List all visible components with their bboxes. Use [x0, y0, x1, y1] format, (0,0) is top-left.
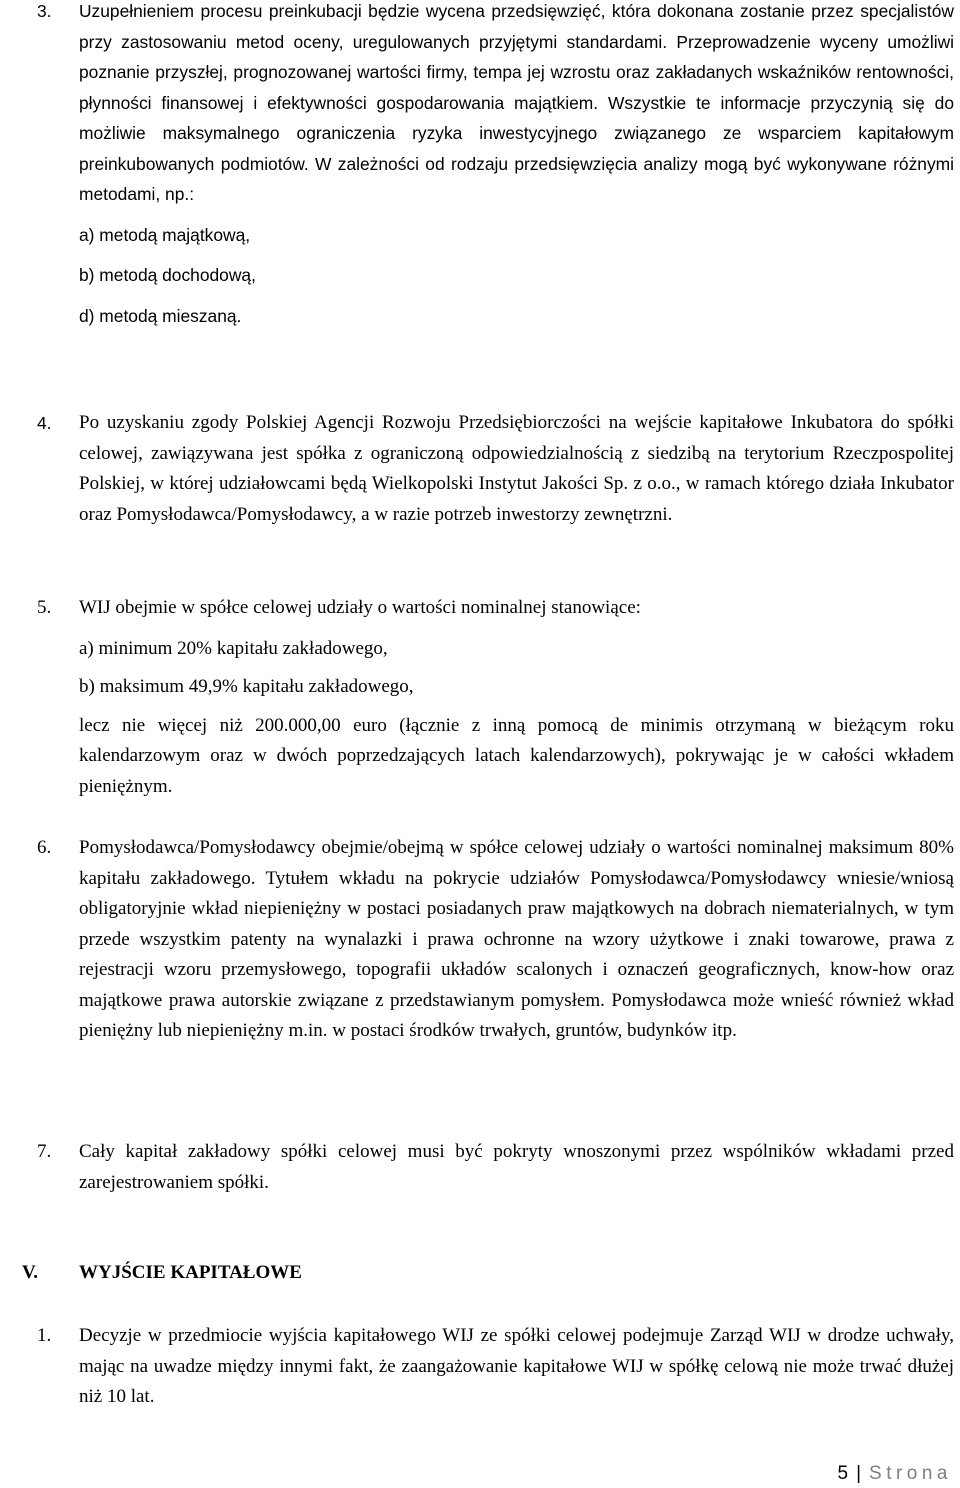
- sub-item-a: a) metodą majątkową,: [79, 224, 251, 245]
- item-number: 7.: [37, 1141, 52, 1162]
- section-number: V.: [22, 1262, 39, 1283]
- sub-item-d: d) metodą mieszaną.: [79, 305, 242, 326]
- section-heading: [0, 1258, 956, 1289]
- section-list-item-1: [0, 1321, 956, 1413]
- list-item-3: [0, 0, 956, 331]
- page-label: Strona: [869, 1463, 952, 1484]
- item-paragraph: Cały kapitał zakładowy spółki celowej musi być pokryty wnoszonymi przez wspólników wkładami przed zarejestrowaniem spółki.: [79, 1141, 954, 1193]
- list-item-4: [0, 408, 956, 530]
- item-paragraph: Pomysłodawca/Pomysłodawcy obejmie/obejmą w spółce celowej udziały o wartości nominalnej maksimum 80% kapitału zakładowego. Tytułem wkładu na pokrycie udziałów Pomysłodawca/Pomysłodawcy wniesie/wniosą obligatoryjnie wkład niepieniężny w postaci posiadanych praw majątkowych na dobrach niematerialnych, w tym przede wszystkim patenty na wynalazki i prawa ochronne na wzory użytkowe i znaki towarowe, prawa z rejestracji wzoru przemysłowego, topografii układów scalonych i oznaczeń geograficznych, know-how oraz majątkowe prawa autorskie związane z przedstawianym pomysłem. Pomysłodawca może wnieść również wkład pieniężny lub niepieniężny m.in. w postaci środków trwałych, gruntów, budynków itp.: [79, 837, 954, 1041]
- sub-item-b: b) maksimum 49,9% kapitału zakładowego,: [79, 676, 414, 697]
- list-item-5: [0, 593, 956, 802]
- page-number: 5: [837, 1463, 849, 1484]
- list-item-7: [0, 1137, 956, 1198]
- list-item-6: [0, 833, 956, 1047]
- item-number: 1.: [37, 1325, 52, 1346]
- item-number: 5.: [37, 597, 52, 618]
- footer-separator: |: [856, 1463, 862, 1484]
- sub-item-a: a) minimum 20% kapitału zakładowego,: [79, 637, 388, 659]
- item-paragraph: Po uzyskaniu zgody Polskiej Agencji Rozwoju Przedsiębiorczości na wejście kapitałowe Inkubatora do spółki celowej, zawiązywana jest spółka z ograniczoną odpowiedzialnością z siedzibą na terytorium Rzeczpospolitej Polskiej, w której udziałowcami będą Wielkopolski Instytut Jakości Sp. z o.o., w ramach którego działa Inkubator oraz Pomysłodawca/Pomysłodawcy, a w razie potrzeb inwestorzy zewnętrzni.: [79, 412, 954, 525]
- sub-item-b: b) metodą dochodową,: [79, 265, 256, 285]
- item-paragraph-continued: lecz nie więcej niż 200.000,00 euro (łącznie z inną pomocą de minimis otrzymaną w bieżącym roku kalendarzowym oraz w dwóch poprzedzających latach kalendarzowych), pokrywając je w całości wkładem pieniężnym.: [79, 714, 954, 797]
- item-paragraph: Uzupełnieniem procesu preinkubacji będzie wycena przedsięwzięć, która dokonana zostanie przez specjalistów przy zastosowaniu metod oceny, uregulowanych przyjętymi standardami. Przeprowadzenie wyceny umożliwi poznanie przyszłej, prognozowanej wartości firmy, tempa jej wzrostu oraz zakładanych wskaźników rentowności, płynności finansowej i efektywności gospodarowania majątkiem. Wszystkie te informacje przyczynią się do możliwie maksymalnego ograniczenia ryzyka inwestycyjnego związanego ze wsparciem kapitałowym preinkubowanych podmiotów. W zależności od rodzaju przedsięwzięcia analizy mogą być wykonywane różnymi metodami, np.:: [79, 1, 954, 204]
- section-title: WYJŚCIE KAPITAŁOWE: [79, 1262, 302, 1283]
- item-paragraph: Decyzje w przedmiocie wyjścia kapitałowego WIJ ze spółki celowej podejmuje Zarząd WIJ w drodze uchwały, mając na uwadze między innymi fakt, że zaangażowanie kapitałowe WIJ w spółkę celową nie może trwać dłużej niż 10 lat.: [79, 1325, 954, 1407]
- page-footer: [838, 1462, 953, 1486]
- item-number: 3.: [37, 1, 52, 21]
- item-number: 4.: [37, 413, 52, 433]
- item-number: 6.: [37, 837, 52, 858]
- item-paragraph: WIJ obejmie w spółce celowej udziały o wartości nominalnej stanowiące:: [79, 597, 641, 618]
